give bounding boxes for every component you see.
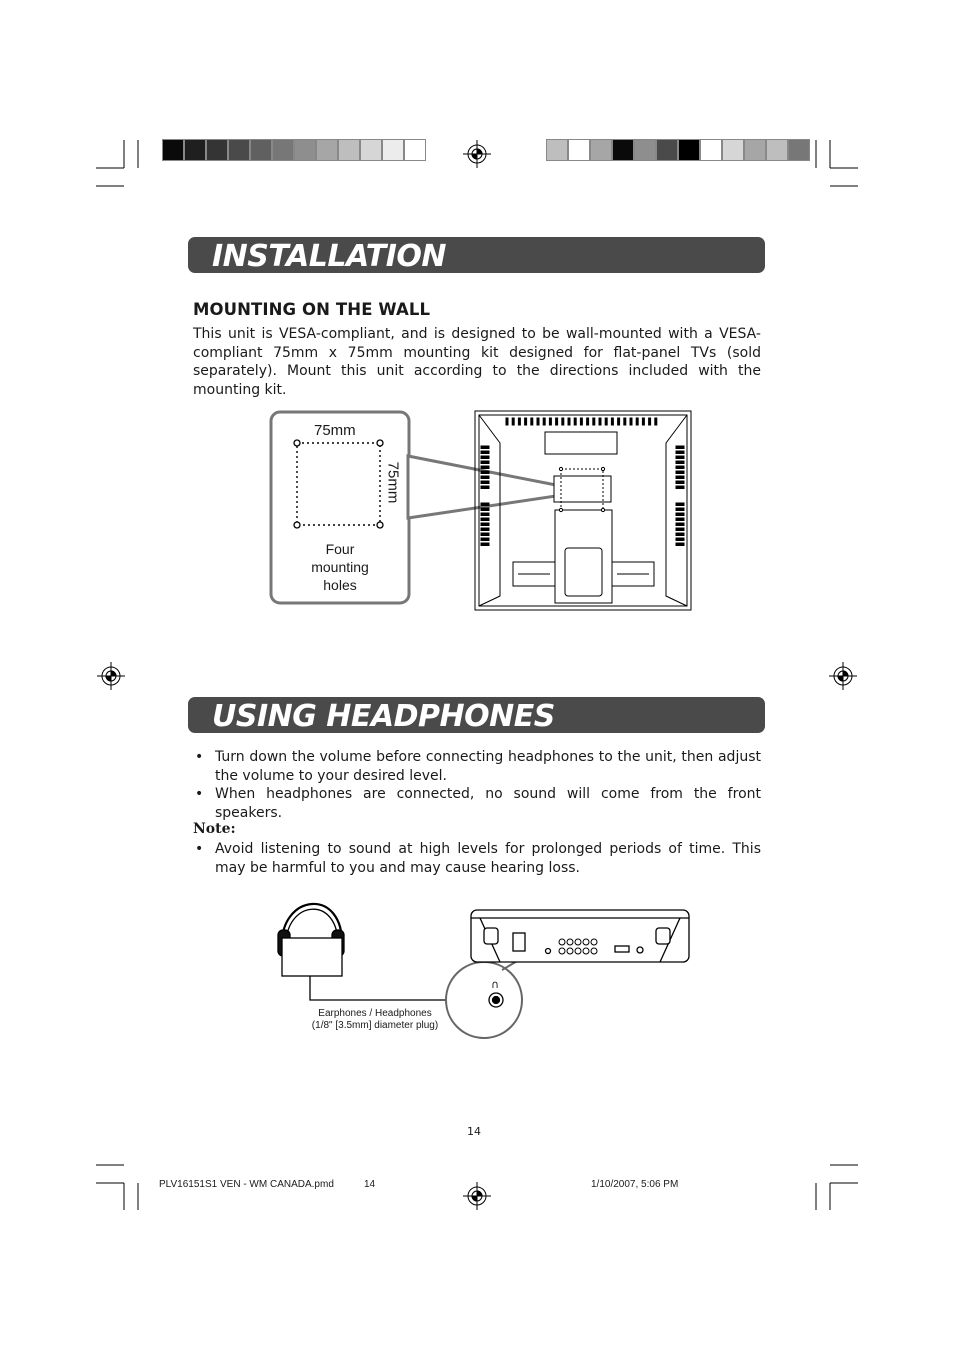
color-swatch bbox=[722, 139, 744, 161]
page-number: 14 bbox=[467, 1125, 481, 1138]
color-swatch bbox=[700, 139, 722, 161]
vent-slot bbox=[676, 471, 684, 474]
vent-slot bbox=[593, 418, 595, 425]
color-swatch bbox=[612, 139, 634, 161]
list-item: • Turn down the volume before connecting headphones to the unit, then adjust the volume to your desired level. bbox=[193, 748, 761, 785]
color-swatch bbox=[316, 139, 338, 161]
caption-line-1: Four bbox=[325, 541, 355, 557]
footer-page: 14 bbox=[364, 1179, 376, 1190]
vent-slot bbox=[587, 418, 589, 425]
vent-slot bbox=[525, 418, 527, 425]
rca-jack bbox=[591, 939, 597, 945]
vent-slot bbox=[649, 418, 651, 425]
vent-slot bbox=[599, 418, 601, 425]
vent-slot bbox=[481, 466, 489, 469]
vent-slot bbox=[630, 418, 632, 425]
headphones-title: USING HEADPHONES bbox=[212, 699, 555, 734]
rca-jack bbox=[567, 948, 573, 954]
color-swatch bbox=[184, 139, 206, 161]
vent-slot bbox=[611, 418, 613, 425]
vent-slot bbox=[676, 533, 684, 536]
footer-file: PLV16151S1 VEN - WM CANADA.pmd bbox=[159, 1179, 334, 1190]
vent-slot bbox=[481, 518, 489, 521]
color-swatch bbox=[546, 139, 568, 161]
vent-slot bbox=[518, 418, 520, 425]
vent-slot bbox=[676, 451, 684, 454]
vent-slot bbox=[655, 418, 657, 425]
color-swatch bbox=[568, 139, 590, 161]
vent-slot bbox=[624, 418, 626, 425]
vent-slot bbox=[481, 481, 489, 484]
caption-line-2: mounting bbox=[311, 559, 369, 575]
rca-jack bbox=[575, 948, 581, 954]
vent-slot bbox=[481, 503, 489, 506]
vent-slot bbox=[556, 418, 558, 425]
installation-banner bbox=[188, 237, 765, 273]
headphones-banner bbox=[188, 697, 765, 733]
rca-jack bbox=[567, 939, 573, 945]
vent-slot bbox=[481, 508, 489, 511]
mounting-subheading: MOUNTING ON THE WALL bbox=[193, 300, 431, 319]
note-label: Note: bbox=[193, 821, 236, 837]
color-swatch bbox=[294, 139, 316, 161]
mounting-height-label: 75mm bbox=[384, 461, 402, 504]
vent-slot bbox=[549, 418, 551, 425]
vent-slot bbox=[481, 476, 489, 479]
note-bullets bbox=[193, 840, 761, 877]
vent-slot bbox=[481, 523, 489, 526]
vent-slot bbox=[481, 538, 489, 541]
vent-slot bbox=[481, 456, 489, 459]
vent-slot bbox=[676, 538, 684, 541]
vent-slot bbox=[481, 543, 489, 546]
color-swatch bbox=[404, 139, 426, 161]
color-bar-left bbox=[162, 139, 426, 161]
installation-title: INSTALLATION bbox=[212, 239, 447, 274]
list-item: • Avoid listening to sound at high levels for prolonged periods of time. This may be harmful to you and may cause hearing loss. bbox=[193, 840, 761, 877]
vent-slot bbox=[676, 481, 684, 484]
vent-slot bbox=[481, 528, 489, 531]
color-swatch bbox=[272, 139, 294, 161]
color-swatch bbox=[766, 139, 788, 161]
color-swatch bbox=[590, 139, 612, 161]
color-swatch bbox=[382, 139, 404, 161]
rca-jack bbox=[591, 948, 597, 954]
color-swatch bbox=[634, 139, 656, 161]
color-swatch bbox=[360, 139, 382, 161]
headphones-bullets bbox=[193, 748, 761, 822]
color-bar-right bbox=[546, 139, 810, 161]
vent-slot bbox=[676, 518, 684, 521]
color-swatch bbox=[678, 139, 700, 161]
vent-slot bbox=[481, 451, 489, 454]
color-swatch bbox=[338, 139, 360, 161]
vent-slot bbox=[481, 446, 489, 449]
vent-slot bbox=[676, 543, 684, 546]
vent-slot bbox=[676, 456, 684, 459]
vent-slot bbox=[574, 418, 576, 425]
mounting-body: This unit is VESA-compliant, and is designed to be wall-mounted with a VESA-compliant 75mm x 75mm mounting kit designed for flat-panel TVs (sold separately). Mount this unit according to the directions included with the mounting kit. bbox=[193, 326, 761, 398]
vent-slot bbox=[642, 418, 644, 425]
rca-jack bbox=[559, 948, 565, 954]
vent-slot bbox=[562, 418, 564, 425]
color-swatch bbox=[206, 139, 228, 161]
rca-jack bbox=[575, 939, 581, 945]
vent-slot bbox=[543, 418, 545, 425]
color-swatch bbox=[162, 139, 184, 161]
vent-slot bbox=[676, 476, 684, 479]
vent-slot bbox=[636, 418, 638, 425]
mounting-width-label: 75mm bbox=[314, 422, 356, 439]
vent-slot bbox=[676, 461, 684, 464]
vent-slot bbox=[676, 508, 684, 511]
headphones-label-line-2: (1/8" [3.5mm] diameter plug) bbox=[311, 1020, 439, 1031]
vent-slot bbox=[481, 486, 489, 489]
vent-slot bbox=[618, 418, 620, 425]
vent-slot bbox=[481, 533, 489, 536]
vent-slot bbox=[676, 446, 684, 449]
caption-line-3: holes bbox=[323, 577, 357, 593]
headphones-label-line-1: Earphones / Headphones bbox=[318, 1008, 432, 1019]
rca-jack bbox=[559, 939, 565, 945]
vent-slot bbox=[512, 418, 514, 425]
vent-slot bbox=[676, 503, 684, 506]
vent-slot bbox=[676, 486, 684, 489]
vent-slot bbox=[481, 461, 489, 464]
headphone-jack-icon: ∩ bbox=[491, 978, 500, 991]
vent-slot bbox=[481, 471, 489, 474]
rca-jack bbox=[583, 948, 589, 954]
color-swatch bbox=[656, 139, 678, 161]
footer-timestamp: 1/10/2007, 5:06 PM bbox=[591, 1179, 679, 1190]
mounting-holes-caption bbox=[290, 540, 390, 594]
vent-slot bbox=[531, 418, 533, 425]
vent-slot bbox=[568, 418, 570, 425]
vent-slot bbox=[506, 418, 508, 425]
color-swatch bbox=[788, 139, 810, 161]
vent-slot bbox=[481, 513, 489, 516]
vent-slot bbox=[605, 418, 607, 425]
vent-slot bbox=[676, 523, 684, 526]
vent-slot bbox=[537, 418, 539, 425]
vent-slot bbox=[676, 466, 684, 469]
vent-slot bbox=[580, 418, 582, 425]
headphones-label bbox=[308, 1008, 442, 1032]
color-swatch bbox=[250, 139, 272, 161]
list-item: • When headphones are connected, no sound will come from the front speakers. bbox=[193, 785, 761, 822]
rca-jack bbox=[583, 939, 589, 945]
color-swatch bbox=[228, 139, 250, 161]
color-swatch bbox=[744, 139, 766, 161]
vent-slot bbox=[676, 528, 684, 531]
vent-slot bbox=[676, 513, 684, 516]
